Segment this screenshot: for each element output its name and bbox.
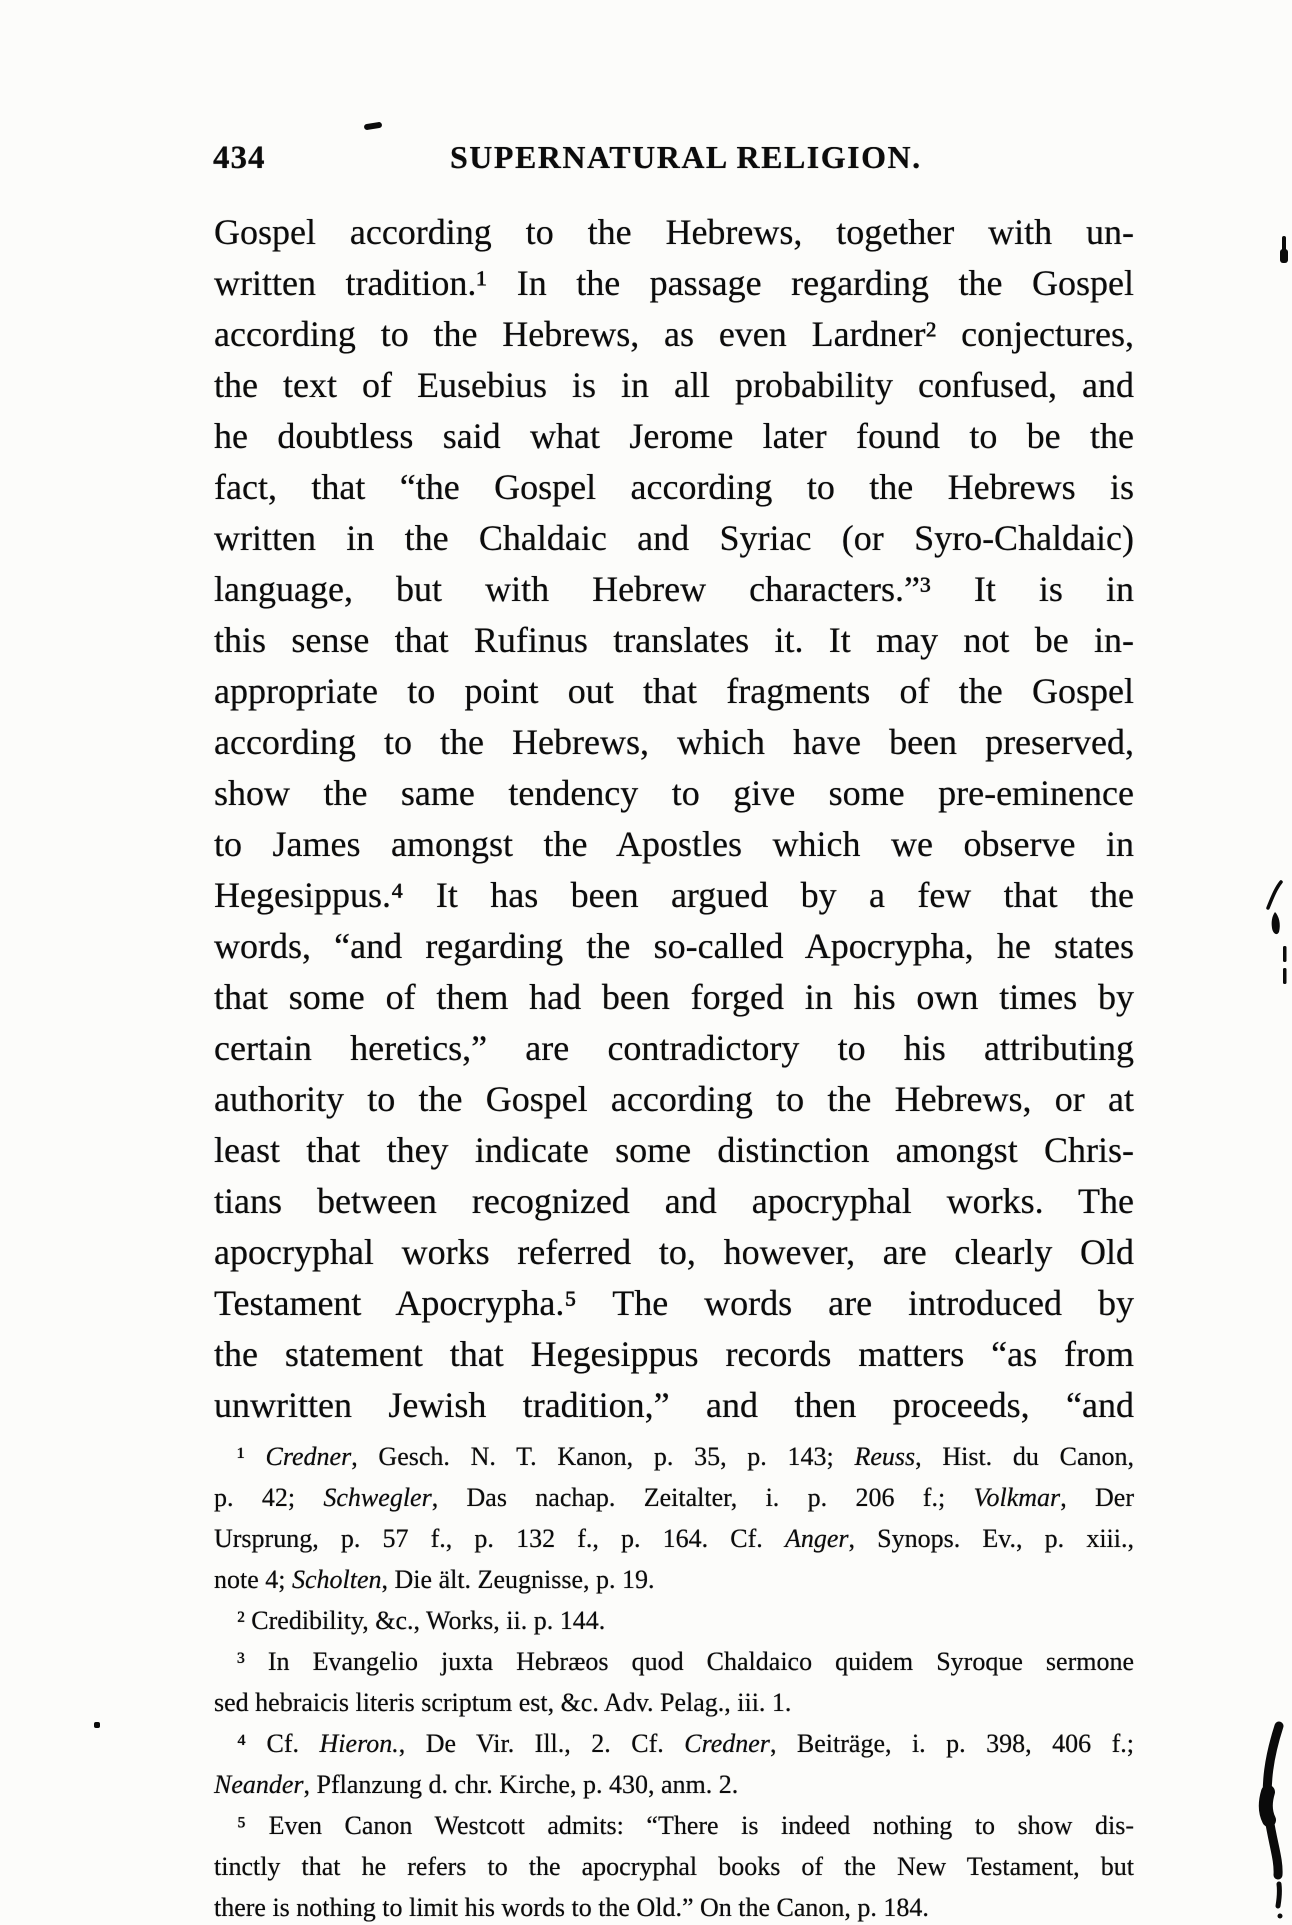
footnote-text: , Der	[1060, 1483, 1134, 1512]
body-text-line: according to the Hebrews, as even Lardner² conjectures,	[214, 314, 1134, 354]
footnote-line	[214, 1887, 1134, 1925]
footnote-text: , Das nachap. Zeitalter, i. p. 206 f.;	[431, 1483, 974, 1512]
body-text-line: authority to the Gospel according to the Hebrews, or at	[214, 1079, 1134, 1119]
body-text-line: he doubtless said what Jerome later found to be the	[214, 416, 1134, 456]
footnote-text: , Gesch. N. T. Kanon, p. 35, p. 143;	[351, 1442, 855, 1471]
body-text-line: the text of Eusebius is in all probability confused, and	[214, 365, 1134, 405]
footnotes	[214, 1436, 1134, 1925]
footnote-line	[214, 1518, 1134, 1559]
margin-tick-mark	[1282, 236, 1286, 263]
body-text-line: this sense that Rufinus translates it. It may not be in-	[214, 620, 1134, 660]
body-text-line: appropriate to point out that fragments of the Gospel	[214, 671, 1134, 711]
footnote-line	[214, 1600, 1134, 1641]
footnote-3	[214, 1641, 1134, 1723]
body-text	[214, 207, 1134, 1431]
body-text-line: written tradition.¹ In the passage regarding the Gospel	[214, 263, 1134, 303]
footnote-line	[214, 1436, 1134, 1477]
footnote-text: , Pflanzung d. chr. Kirche, p. 430, anm. 2.	[303, 1770, 739, 1799]
body-text-line: Gospel according to the Hebrews, together with un-	[214, 212, 1134, 252]
footnote-text: , De Vir. Ill., 2. Cf.	[398, 1729, 685, 1758]
footnote-5	[214, 1805, 1134, 1925]
footnote-italic-text: Neander	[214, 1770, 304, 1799]
footnote-italic-text: Scholten	[292, 1565, 382, 1594]
body-text-line: show the same tendency to give some pre-eminence	[214, 773, 1134, 813]
footnote-text: ¹	[237, 1442, 266, 1471]
footnote-text: sed hebraicis literis scriptum est, &c. Adv. Pelag., iii. 1.	[214, 1688, 792, 1717]
footnote-italic-text: Anger	[784, 1524, 849, 1553]
body-text-line: Testament Apocrypha.⁵ The words are introduced by	[214, 1283, 1134, 1323]
body-text-line: Hegesippus.⁴ It has been argued by a few that the	[214, 875, 1134, 915]
footnote-italic-text: Credner	[265, 1442, 352, 1471]
body-text-line: words, “and regarding the so-called Apocrypha, he states	[214, 926, 1134, 966]
footnote-text: there is nothing to limit his words to the Old.” On the Canon, p. 184.	[214, 1893, 929, 1922]
footnote-text: ⁴ Cf.	[237, 1729, 320, 1758]
body-text-line: certain heretics,” are contradictory to his attributing	[214, 1028, 1134, 1068]
footnote-line	[214, 1723, 1134, 1764]
page-number: 434	[213, 140, 266, 176]
footnote-italic-text: Hieron.	[319, 1729, 399, 1758]
footnote-2	[214, 1600, 1134, 1641]
body-text-line: language, but with Hebrew characters.”³ It is in	[214, 569, 1134, 609]
footnote-text: p. 42;	[214, 1483, 324, 1512]
footnote-line	[214, 1477, 1134, 1518]
body-text-line: least that they indicate some distinction amongst Chris-	[214, 1130, 1134, 1170]
body-text-line: tians between recognized and apocryphal works. The	[214, 1181, 1134, 1221]
running-title: SUPERNATURAL RELIGION.	[450, 139, 922, 175]
ink-stroke	[1252, 1712, 1292, 1925]
margin-pen-marks	[1260, 878, 1292, 990]
footnote-line	[214, 1682, 1134, 1723]
ink-speck	[94, 1722, 100, 1728]
footnote-italic-text: Volkmar	[973, 1483, 1061, 1512]
footnote-text: tinctly that he refers to the apocryphal books of the New Testament, but	[214, 1852, 1134, 1881]
body-text-line: apocryphal works referred to, however, are clearly Old	[214, 1232, 1134, 1272]
footnote-italic-text: Reuss	[854, 1442, 916, 1471]
body-text-line: unwritten Jewish tradition,” and then proceeds, “and	[214, 1385, 1134, 1425]
body-text-line: the statement that Hegesippus records matters “as from	[214, 1334, 1134, 1374]
footnote-italic-text: Schwegler	[323, 1483, 432, 1512]
footnote-text: Ursprung, p. 57 f., p. 132 f., p. 164. Cf.	[214, 1524, 785, 1553]
footnote-text: ³ In Evangelio juxta Hebræos quod Chaldaico quidem Syroque sermone	[237, 1647, 1134, 1676]
footnote-text: , Die ält. Zeugnisse, p. 19.	[381, 1565, 655, 1594]
footnote-line	[214, 1805, 1134, 1846]
body-text-line: according to the Hebrews, which have been preserved,	[214, 722, 1134, 762]
footnote-text: , Hist. du Canon,	[915, 1442, 1134, 1471]
footnote-line	[214, 1641, 1134, 1682]
ink-dash-mark	[364, 122, 383, 131]
footnote-text: ² Credibility, &c., Works, ii. p. 144.	[237, 1606, 606, 1635]
footnote-line	[214, 1846, 1134, 1887]
body-text-line: to James amongst the Apostles which we observe in	[214, 824, 1134, 864]
footnote-1	[214, 1436, 1134, 1600]
footnote-4	[214, 1723, 1134, 1805]
footnote-text: note 4;	[214, 1565, 292, 1594]
body-text-line: fact, that “the Gospel according to the Hebrews is	[214, 467, 1134, 507]
footnote-text: ⁵ Even Canon Westcott admits: “There is indeed nothing to show dis-	[237, 1811, 1134, 1840]
footnote-text: , Synops. Ev., p. xiii.,	[848, 1524, 1134, 1553]
footnote-line	[214, 1764, 1134, 1805]
footnote-text: , Beiträge, i. p. 398, 406 f.;	[769, 1729, 1134, 1758]
body-text-line: written in the Chaldaic and Syriac (or Syro-Chaldaic)	[214, 518, 1134, 558]
footnote-line	[214, 1559, 1134, 1600]
body-text-line: that some of them had been forged in his own times by	[214, 977, 1134, 1017]
footnote-italic-text: Credner	[684, 1729, 770, 1758]
